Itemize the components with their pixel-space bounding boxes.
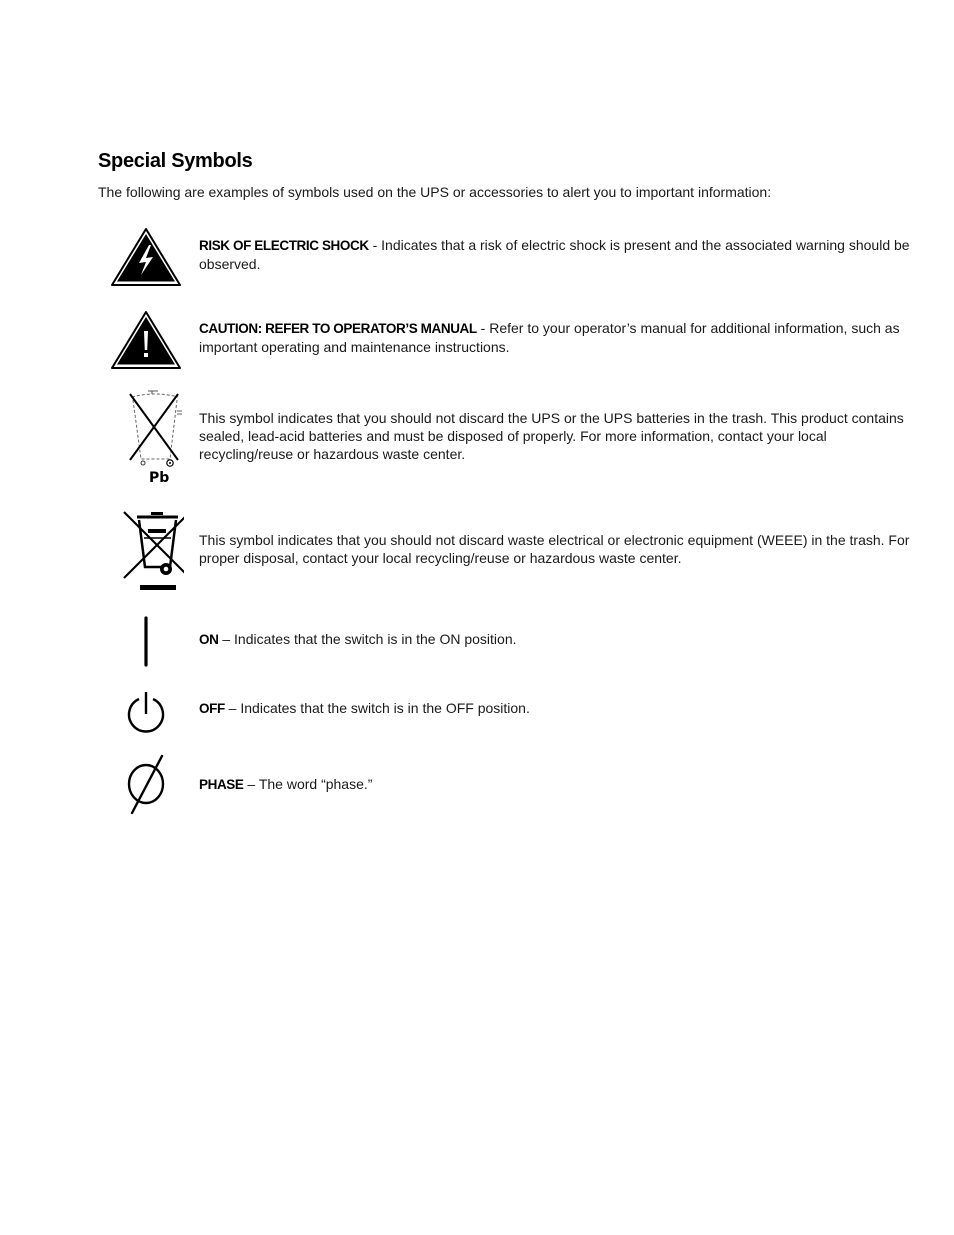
symbol-term: ON: [199, 632, 219, 647]
symbol-separator: -: [368, 237, 382, 253]
symbol-description: Refer to your operator’s manual for additional information, such as important operating and maintenance instructions.: [199, 320, 900, 355]
symbol-term: RISK OF ELECTRIC SHOCK: [199, 238, 369, 253]
symbol-term: PHASE: [199, 777, 244, 792]
symbol-separator: –: [224, 700, 241, 716]
symbol-row-electric-shock: [98, 226, 910, 288]
symbol-text-phase: [199, 775, 910, 794]
symbol-text-off: [199, 699, 910, 718]
symbol-separator: –: [243, 776, 259, 792]
symbol-text-battery-disposal: [199, 409, 910, 463]
symbol-row-weee: [98, 508, 910, 592]
symbol-description: The word “phase.”: [258, 776, 373, 792]
symbol-description: This symbol indicates that you should not discard the UPS or the UPS batteries in the trash. This product contains sealed, lead-acid batteries and must be disposed of properly. For more information, contact your local recycling/reuse or hazardous waste center.: [199, 410, 904, 462]
weee-crossed-bin-icon: [108, 508, 184, 592]
symbol-row-on: [98, 616, 910, 668]
symbol-separator: -: [476, 320, 490, 336]
symbol-text-caution: [199, 319, 910, 356]
pb-label: Pb: [149, 470, 170, 486]
no-trash-battery-icon: [108, 390, 184, 486]
symbol-description: Indicates that the switch is in the ON position.: [234, 631, 517, 647]
caution-exclamation-icon: [108, 309, 184, 371]
symbol-row-battery-disposal: [98, 390, 910, 486]
symbol-row-phase: [98, 754, 910, 818]
intro-paragraph: The following are examples of symbols used on the UPS or accessories to alert you to important information:: [98, 184, 772, 200]
symbol-description: Indicates that a risk of electric shock is present and the associated warning should be observed.: [199, 237, 910, 272]
symbol-row-caution: [98, 309, 910, 371]
page-title: Special Symbols: [98, 150, 253, 172]
symbol-text-weee: [199, 531, 910, 567]
symbol-separator: –: [218, 631, 235, 647]
power-on-line-icon: [108, 616, 184, 668]
phase-icon: [108, 754, 184, 818]
symbol-description: Indicates that the switch is in the OFF position.: [240, 700, 530, 716]
symbol-term: OFF: [199, 701, 225, 716]
symbol-text-electric-shock: [199, 236, 910, 273]
symbol-text-on: [199, 630, 910, 649]
electric-shock-warning-icon: [108, 226, 184, 288]
symbol-row-off: [98, 689, 910, 737]
symbol-term: CAUTION: REFER TO OPERATOR’S MANUAL: [199, 321, 477, 336]
power-off-icon: [108, 689, 184, 737]
symbol-description: This symbol indicates that you should not discard waste electrical or electronic equipment (WEEE) in the trash. For proper disposal, contact your local recycling/reuse or hazardous waste center.: [199, 532, 910, 566]
